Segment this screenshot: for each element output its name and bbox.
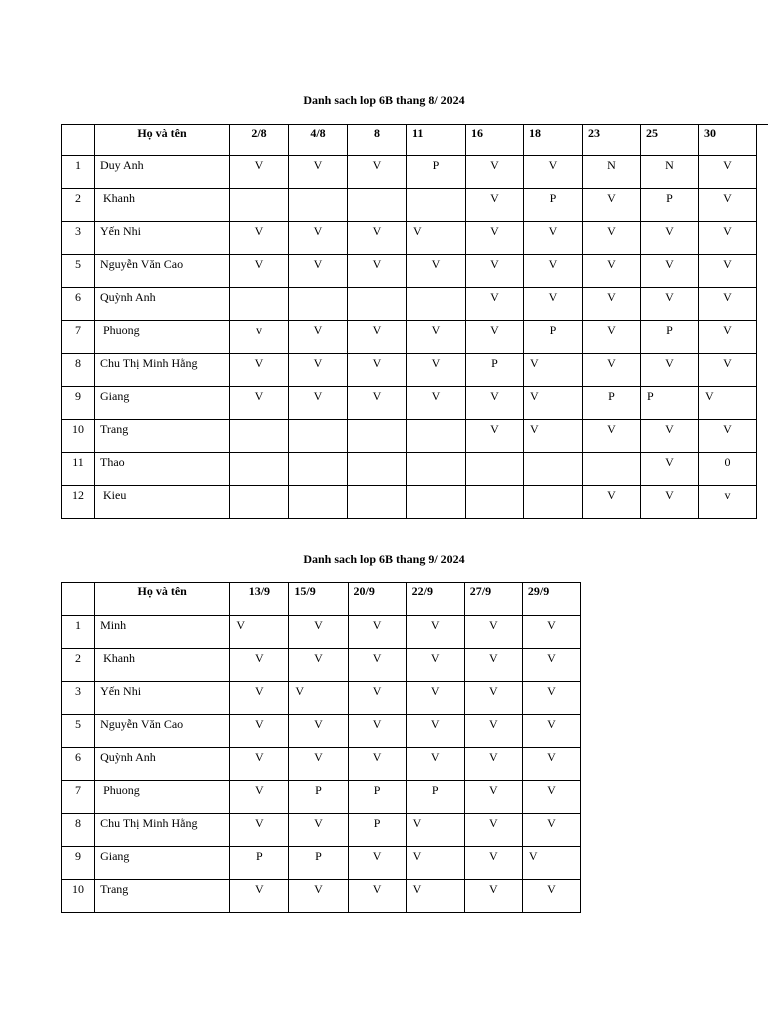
- overflow-cell: [757, 189, 768, 222]
- attendance-mark: V: [522, 847, 580, 880]
- attendance-mark: V: [466, 222, 524, 255]
- attendance-mark: V: [466, 288, 524, 321]
- attendance-mark: V: [230, 814, 289, 847]
- date-header: 2/8: [230, 125, 289, 156]
- attendance-mark: V: [522, 682, 580, 715]
- attendance-mark: V: [230, 715, 289, 748]
- overflow-cell: [757, 486, 768, 519]
- attendance-mark: V: [348, 222, 407, 255]
- attendance-mark: V: [230, 649, 289, 682]
- attendance-mark: V: [583, 321, 641, 354]
- attendance-mark: V: [348, 847, 406, 880]
- attendance-mark: V: [406, 814, 464, 847]
- attendance-mark: V: [348, 255, 407, 288]
- attendance-mark: V: [406, 880, 464, 913]
- attendance-mark: V: [699, 354, 757, 387]
- attendance-mark: [348, 420, 407, 453]
- attendance-mark: V: [522, 616, 580, 649]
- attendance-mark: V: [466, 420, 524, 453]
- attendance-mark: P: [230, 847, 289, 880]
- table-row: [62, 880, 581, 913]
- attendance-mark: V: [230, 748, 289, 781]
- table-row: [62, 420, 768, 453]
- attendance-mark: V: [348, 715, 406, 748]
- overflow-cell: [757, 255, 768, 288]
- attendance-mark: P: [524, 189, 583, 222]
- row-index: 2: [62, 649, 95, 682]
- table-row: [62, 222, 768, 255]
- attendance-mark: V: [348, 354, 407, 387]
- attendance-mark: V: [641, 288, 699, 321]
- student-name: Kieu: [95, 486, 230, 519]
- attendance-mark: [289, 288, 348, 321]
- attendance-mark: V: [289, 649, 348, 682]
- table-row: [62, 387, 768, 420]
- table-row: [62, 616, 581, 649]
- attendance-mark: [348, 486, 407, 519]
- student-name: Phuong: [95, 781, 230, 814]
- table-row: [62, 486, 768, 519]
- index-header: [62, 583, 95, 616]
- row-index: 12: [62, 486, 95, 519]
- attendance-mark: V: [289, 748, 348, 781]
- attendance-mark: V: [522, 880, 580, 913]
- date-header: 4/8: [289, 125, 348, 156]
- attendance-mark: V: [522, 649, 580, 682]
- table-row: [62, 255, 768, 288]
- date-header: 29/9: [522, 583, 580, 616]
- row-index: 11: [62, 453, 95, 486]
- attendance-mark: V: [406, 649, 464, 682]
- attendance-mark: V: [230, 354, 289, 387]
- attendance-mark: P: [348, 781, 406, 814]
- attendance-mark: [348, 453, 407, 486]
- table1-overflow-border: [757, 124, 768, 125]
- attendance-mark: V: [464, 715, 522, 748]
- attendance-mark: V: [522, 781, 580, 814]
- attendance-mark: V: [641, 453, 699, 486]
- row-index: 7: [62, 781, 95, 814]
- row-index: 8: [62, 354, 95, 387]
- attendance-mark: P: [466, 354, 524, 387]
- attendance-mark: V: [348, 682, 406, 715]
- table-row: [62, 453, 768, 486]
- date-header: 25: [641, 125, 699, 156]
- attendance-mark: [289, 420, 348, 453]
- attendance-mark: V: [641, 486, 699, 519]
- student-name: Yến Nhi: [95, 682, 230, 715]
- attendance-mark: P: [524, 321, 583, 354]
- attendance-mark: V: [289, 354, 348, 387]
- student-name: Thao: [95, 453, 230, 486]
- attendance-mark: V: [348, 616, 406, 649]
- attendance-mark: V: [407, 354, 466, 387]
- table-row: [62, 189, 768, 222]
- attendance-mark: V: [464, 814, 522, 847]
- row-index: 3: [62, 682, 95, 715]
- attendance-mark: [407, 288, 466, 321]
- student-name: Nguyễn Văn Cao: [95, 255, 230, 288]
- student-name: Chu Thị Minh Hằng: [95, 814, 230, 847]
- attendance-mark: V: [406, 847, 464, 880]
- row-index: 8: [62, 814, 95, 847]
- attendance-mark: V: [289, 321, 348, 354]
- attendance-mark: [466, 486, 524, 519]
- overflow-header-cell: [757, 125, 768, 156]
- attendance-mark: V: [583, 255, 641, 288]
- attendance-mark: V: [230, 156, 289, 189]
- attendance-mark: V: [348, 649, 406, 682]
- attendance-mark: V: [524, 420, 583, 453]
- date-header: 23: [583, 125, 641, 156]
- attendance-mark: P: [289, 781, 348, 814]
- student-name: Phuong: [95, 321, 230, 354]
- date-header: 13/9: [230, 583, 289, 616]
- attendance-mark: V: [699, 420, 757, 453]
- attendance-mark: [348, 189, 407, 222]
- attendance-mark: V: [699, 222, 757, 255]
- attendance-mark: [230, 453, 289, 486]
- attendance-mark: [407, 420, 466, 453]
- attendance-mark: 0: [699, 453, 757, 486]
- overflow-cell: [757, 354, 768, 387]
- attendance-mark: V: [699, 189, 757, 222]
- attendance-mark: V: [348, 156, 407, 189]
- overflow-cell: [757, 156, 768, 189]
- name-header: Họ và tên: [95, 125, 230, 156]
- attendance-mark: V: [641, 222, 699, 255]
- attendance-mark: V: [407, 387, 466, 420]
- table-row: [62, 649, 581, 682]
- attendance-mark: V: [641, 255, 699, 288]
- attendance-mark: V: [289, 255, 348, 288]
- attendance-mark: v: [699, 486, 757, 519]
- student-name: Trang: [95, 420, 230, 453]
- attendance-mark: P: [583, 387, 641, 420]
- attendance-mark: V: [641, 420, 699, 453]
- attendance-mark: V: [289, 387, 348, 420]
- attendance-mark: V: [524, 222, 583, 255]
- attendance-mark: V: [406, 616, 464, 649]
- attendance-mark: [407, 486, 466, 519]
- attendance-mark: V: [466, 321, 524, 354]
- attendance-mark: V: [583, 354, 641, 387]
- attendance-mark: V: [524, 387, 583, 420]
- attendance-mark: P: [407, 156, 466, 189]
- index-header: [62, 125, 95, 156]
- attendance-mark: V: [522, 715, 580, 748]
- attendance-mark: V: [466, 255, 524, 288]
- date-header: 11: [407, 125, 466, 156]
- header-row: [62, 583, 581, 616]
- attendance-mark: V: [289, 616, 348, 649]
- attendance-mark: V: [348, 880, 406, 913]
- attendance-mark: V: [464, 748, 522, 781]
- attendance-mark: [230, 486, 289, 519]
- overflow-cell: [757, 387, 768, 420]
- attendance-mark: [289, 453, 348, 486]
- date-header: 22/9: [406, 583, 464, 616]
- row-index: 10: [62, 420, 95, 453]
- attendance-mark: [230, 288, 289, 321]
- attendance-mark: [466, 453, 524, 486]
- attendance-mark: V: [464, 781, 522, 814]
- table-row: [62, 682, 581, 715]
- overflow-cell: [757, 321, 768, 354]
- attendance-mark: V: [230, 880, 289, 913]
- attendance-mark: V: [699, 288, 757, 321]
- student-name: Minh: [95, 616, 230, 649]
- row-index: 9: [62, 847, 95, 880]
- table1-title: Danh sach lop 6B thang 8/ 2024: [303, 93, 465, 107]
- student-name: Khanh: [95, 649, 230, 682]
- overflow-cell: [757, 222, 768, 255]
- date-header: 18: [524, 125, 583, 156]
- attendance-mark: V: [524, 255, 583, 288]
- name-header: Họ và tên: [95, 583, 230, 616]
- attendance-mark: V: [466, 189, 524, 222]
- row-index: 6: [62, 748, 95, 781]
- attendance-mark: P: [641, 387, 699, 420]
- attendance-mark: V: [289, 880, 348, 913]
- attendance-mark: [230, 189, 289, 222]
- date-header: 20/9: [348, 583, 406, 616]
- attendance-mark: [230, 420, 289, 453]
- attendance-mark: P: [406, 781, 464, 814]
- attendance-mark: V: [407, 222, 466, 255]
- attendance-table-september: [61, 582, 581, 913]
- attendance-mark: [407, 453, 466, 486]
- attendance-mark: V: [464, 682, 522, 715]
- row-index: 2: [62, 189, 95, 222]
- attendance-mark: [289, 189, 348, 222]
- overflow-cell: [757, 288, 768, 321]
- attendance-mark: V: [522, 814, 580, 847]
- attendance-mark: V: [230, 387, 289, 420]
- attendance-mark: [407, 189, 466, 222]
- student-name: Quỳnh Anh: [95, 288, 230, 321]
- attendance-mark: V: [230, 255, 289, 288]
- attendance-mark: [348, 288, 407, 321]
- attendance-mark: V: [289, 682, 348, 715]
- attendance-mark: V: [230, 616, 289, 649]
- attendance-mark: V: [230, 222, 289, 255]
- attendance-mark: V: [407, 255, 466, 288]
- attendance-mark: V: [230, 682, 289, 715]
- attendance-mark: V: [699, 387, 757, 420]
- table-row: [62, 715, 581, 748]
- attendance-mark: V: [466, 387, 524, 420]
- table-row: [62, 814, 581, 847]
- attendance-mark: v: [230, 321, 289, 354]
- row-index: 3: [62, 222, 95, 255]
- date-header: 30: [699, 125, 757, 156]
- attendance-mark: V: [230, 781, 289, 814]
- row-index: 9: [62, 387, 95, 420]
- attendance-mark: V: [583, 189, 641, 222]
- attendance-mark: V: [583, 486, 641, 519]
- table-row: [62, 321, 768, 354]
- attendance-mark: V: [406, 748, 464, 781]
- attendance-mark: V: [406, 682, 464, 715]
- attendance-mark: V: [407, 321, 466, 354]
- row-index: 7: [62, 321, 95, 354]
- attendance-mark: V: [464, 649, 522, 682]
- attendance-mark: V: [289, 156, 348, 189]
- attendance-mark: V: [699, 255, 757, 288]
- attendance-mark: P: [348, 814, 406, 847]
- attendance-mark: V: [699, 321, 757, 354]
- attendance-mark: V: [583, 222, 641, 255]
- student-name: Giang: [95, 387, 230, 420]
- attendance-mark: V: [524, 288, 583, 321]
- attendance-mark: N: [583, 156, 641, 189]
- student-name: Nguyễn Văn Cao: [95, 715, 230, 748]
- student-name: Trang: [95, 880, 230, 913]
- attendance-mark: [289, 486, 348, 519]
- row-index: 1: [62, 156, 95, 189]
- table2-title: Danh sach lop 6B thang 9/ 2024: [303, 552, 465, 566]
- date-header: 16: [466, 125, 524, 156]
- date-header: 27/9: [464, 583, 522, 616]
- attendance-mark: P: [641, 189, 699, 222]
- attendance-mark: V: [524, 354, 583, 387]
- header-row: [62, 125, 768, 156]
- attendance-mark: V: [699, 156, 757, 189]
- table-row: [62, 781, 581, 814]
- date-header: 15/9: [289, 583, 348, 616]
- attendance-mark: V: [464, 616, 522, 649]
- attendance-mark: V: [583, 288, 641, 321]
- overflow-cell: [757, 420, 768, 453]
- attendance-mark: V: [348, 321, 407, 354]
- overflow-cell: [757, 453, 768, 486]
- table-row: [62, 354, 768, 387]
- row-index: 10: [62, 880, 95, 913]
- attendance-mark: V: [348, 748, 406, 781]
- attendance-mark: V: [348, 387, 407, 420]
- attendance-mark: V: [464, 880, 522, 913]
- attendance-mark: V: [524, 156, 583, 189]
- student-name: Yến Nhi: [95, 222, 230, 255]
- attendance-mark: [583, 453, 641, 486]
- row-index: 6: [62, 288, 95, 321]
- student-name: Quỳnh Anh: [95, 748, 230, 781]
- attendance-mark: V: [583, 420, 641, 453]
- attendance-table-august: [61, 124, 768, 519]
- student-name: Chu Thị Minh Hằng: [95, 354, 230, 387]
- attendance-mark: N: [641, 156, 699, 189]
- table-row: [62, 288, 768, 321]
- table-row: [62, 847, 581, 880]
- student-name: Giang: [95, 847, 230, 880]
- attendance-mark: V: [289, 814, 348, 847]
- attendance-mark: V: [522, 748, 580, 781]
- row-index: 5: [62, 715, 95, 748]
- attendance-mark: V: [406, 715, 464, 748]
- attendance-mark: P: [289, 847, 348, 880]
- student-name: Khanh: [95, 189, 230, 222]
- attendance-mark: V: [641, 354, 699, 387]
- table-row: [62, 748, 581, 781]
- attendance-mark: V: [289, 715, 348, 748]
- attendance-mark: P: [641, 321, 699, 354]
- table-row: [62, 156, 768, 189]
- row-index: 5: [62, 255, 95, 288]
- attendance-mark: V: [289, 222, 348, 255]
- attendance-mark: V: [466, 156, 524, 189]
- attendance-mark: V: [464, 847, 522, 880]
- student-name: Duy Anh: [95, 156, 230, 189]
- row-index: 1: [62, 616, 95, 649]
- date-header: 8: [348, 125, 407, 156]
- attendance-mark: [524, 486, 583, 519]
- attendance-mark: [524, 453, 583, 486]
